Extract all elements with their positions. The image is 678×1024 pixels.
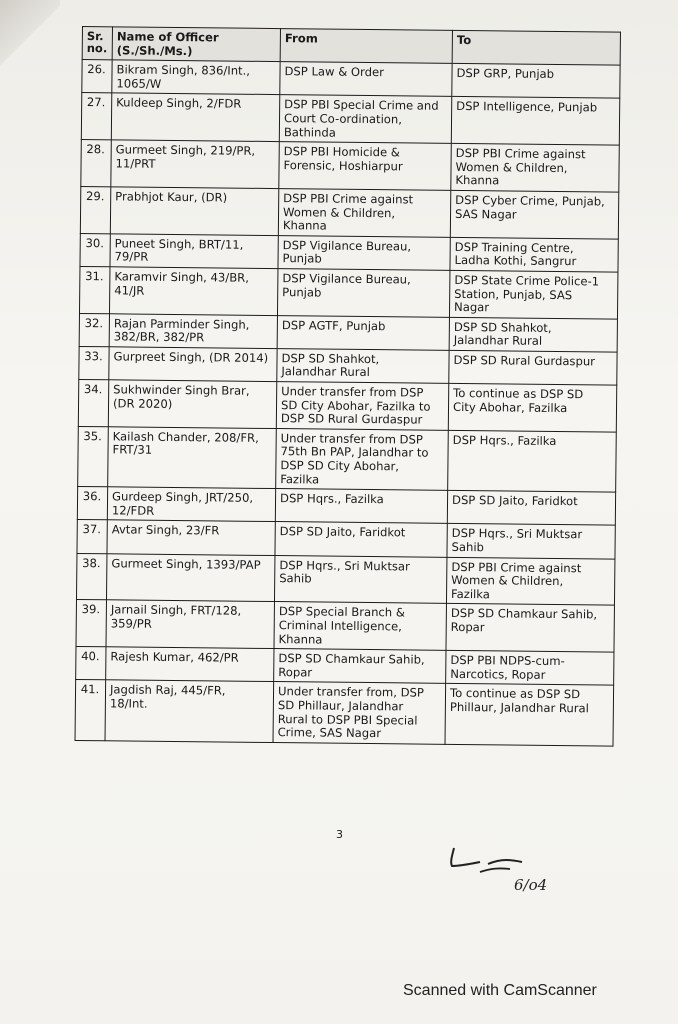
table-row (79, 266, 617, 318)
from-cell: DSP SD Chamkaur Sahib, Ropar (274, 649, 446, 684)
table-row (81, 140, 619, 192)
officer-name-cell: Gurpreet Singh, (DR 2014) (109, 347, 277, 382)
sr-cell: 40. (76, 647, 106, 680)
from-cell: Under transfer from DSP 75th Bn PAP, Jalandhar to DSP SD City Abohar, Fazilka (276, 428, 449, 490)
from-cell: DSP PBI Special Crime and Court Co-ordination, Bathinda (279, 95, 451, 144)
table-row (81, 93, 619, 145)
header-sr-no: Sr. no. (82, 27, 112, 60)
officer-name-cell: Sukhwinder Singh Brar, (DR 2020) (108, 380, 276, 429)
to-cell: DSP SD Chamkaur Sahib, Ropar (446, 604, 614, 653)
from-cell: DSP PBI Homicide & Forensic, Hoshiarpur (279, 142, 451, 191)
officer-name-cell: Jagdish Raj, 445/FR, 18/Int. (105, 680, 274, 742)
handwritten-signature (440, 842, 580, 912)
table-row (79, 346, 617, 385)
sr-cell: 31. (79, 266, 109, 313)
officer-name-cell: Kuldeep Singh, 2/FDR (111, 93, 279, 142)
table-row (75, 680, 614, 746)
sr-cell: 28. (81, 140, 111, 187)
officer-name-cell: Avtar Singh, 23/FR (107, 520, 275, 555)
header-name-of-officer: Name of Officer (S./Sh./Ms.) (112, 27, 280, 62)
scanner-footer: Scanned with CamScanner (403, 982, 597, 999)
officer-name-cell: Karamvir Singh, 43/BR, 41/JR (109, 267, 277, 316)
to-cell: DSP SD Rural Gurdaspur (449, 350, 617, 385)
sr-cell: 38. (76, 553, 106, 600)
table-row (77, 520, 615, 559)
to-cell: DSP Training Centre, Ladha Kothi, Sangrur (450, 237, 618, 272)
from-cell: DSP Law & Order (280, 62, 452, 97)
to-cell: DSP GRP, Punjab (452, 64, 620, 99)
to-cell: DSP Hqrs., Sri Muktsar Sahib (447, 524, 615, 559)
from-cell: DSP Vigilance Bureau, Punjab (277, 268, 449, 317)
sr-cell: 39. (76, 600, 106, 647)
table-row (80, 186, 618, 238)
table-row (76, 647, 614, 686)
table-row (78, 426, 617, 492)
officer-name-cell: Bikram Singh, 836/Int., 1065/W (112, 60, 280, 95)
from-cell: DSP PBI Crime against Women & Children, Khanna (278, 189, 450, 238)
table-row (76, 600, 614, 652)
from-cell: DSP AGTF, Punjab (277, 315, 449, 350)
table-row (80, 233, 618, 272)
sr-cell: 32. (79, 313, 109, 346)
officer-name-cell: Kailash Chander, 208/FR, FRT/31 (108, 427, 277, 489)
sr-cell: 30. (80, 233, 110, 266)
sr-cell: 36. (77, 487, 107, 520)
to-cell: DSP Cyber Crime, Punjab, SAS Nagar (450, 190, 618, 239)
to-cell: To continue as DSP SD City Abohar, Fazilka (448, 383, 616, 432)
from-cell: DSP SD Jaito, Faridkot (275, 522, 447, 557)
officer-name-cell: Rajesh Kumar, 462/PR (106, 647, 274, 682)
sr-cell: 41. (75, 680, 106, 741)
header-from: From (280, 29, 452, 64)
officer-name-cell: Gurmeet Singh, 219/PR, 11/PRT (111, 140, 279, 189)
from-cell: DSP Hqrs., Sri Muktsar Sahib (274, 555, 446, 604)
sr-cell: 37. (77, 520, 107, 553)
to-cell: DSP Hqrs., Fazilka (448, 430, 617, 492)
to-cell: DSP Intelligence, Punjab (451, 97, 619, 146)
officer-name-cell: Jarnail Singh, FRT/128, 359/PR (106, 600, 274, 649)
sr-cell: 29. (80, 186, 110, 233)
from-cell: DSP SD Shahkot, Jalandhar Rural (277, 348, 449, 383)
sr-cell: 26. (82, 60, 112, 93)
folded-corner (0, 0, 60, 70)
table-row (82, 60, 620, 99)
officer-name-cell: Rajan Parminder Singh, 382/BR, 382/PR (109, 313, 277, 348)
to-cell: DSP PBI Crime against Women & Children, Khanna (451, 144, 619, 193)
header-to: To (452, 30, 620, 65)
to-cell: To continue as DSP SD Phillaur, Jalandhar Rural (445, 684, 614, 746)
svg-text:6/o4: 6/o4 (514, 876, 548, 894)
sr-cell: 33. (79, 346, 109, 379)
to-cell: DSP State Crime Police-1 Station, Punjab, SAS Nagar (449, 270, 617, 319)
officer-name-cell: Puneet Singh, BRT/11, 79/PR (110, 234, 278, 269)
page-number: 3 (336, 828, 343, 841)
table-row (79, 313, 617, 352)
sr-cell: 27. (81, 93, 111, 140)
table-header-row (82, 27, 620, 66)
from-cell: DSP Special Branch & Criminal Intelligence, Khanna (274, 602, 446, 651)
transfer-table (75, 26, 621, 746)
from-cell: Under transfer from DSP SD City Abohar, Fazilka to DSP SD Rural Gurdaspur (276, 382, 448, 431)
table-row (76, 553, 614, 605)
from-cell: DSP Hqrs., Fazilka (275, 489, 447, 524)
to-cell: DSP PBI Crime against Women & Children, Fazilka (446, 557, 614, 606)
sr-cell: 34. (78, 380, 108, 427)
to-cell: DSP SD Jaito, Faridkot (447, 491, 615, 526)
from-cell: DSP Vigilance Bureau, Punjab (278, 235, 450, 270)
to-cell: DSP SD Shahkot, Jalandhar Rural (449, 317, 617, 352)
officer-name-cell: Prabhjot Kaur, (DR) (110, 187, 278, 236)
from-cell: Under transfer from, DSP SD Phillaur, Jalandhar Rural to DSP PBI Special Crime, SAS Nagar (273, 682, 446, 744)
table-row (78, 380, 616, 432)
sr-cell: 35. (78, 426, 109, 487)
table-row (77, 487, 615, 526)
to-cell: DSP PBI NDPS-cum- Narcotics, Ropar (446, 651, 614, 686)
officer-name-cell: Gurmeet Singh, 1393/PAP (106, 553, 274, 602)
officer-name-cell: Gurdeep Singh, JRT/250, 12/FDR (107, 487, 275, 522)
